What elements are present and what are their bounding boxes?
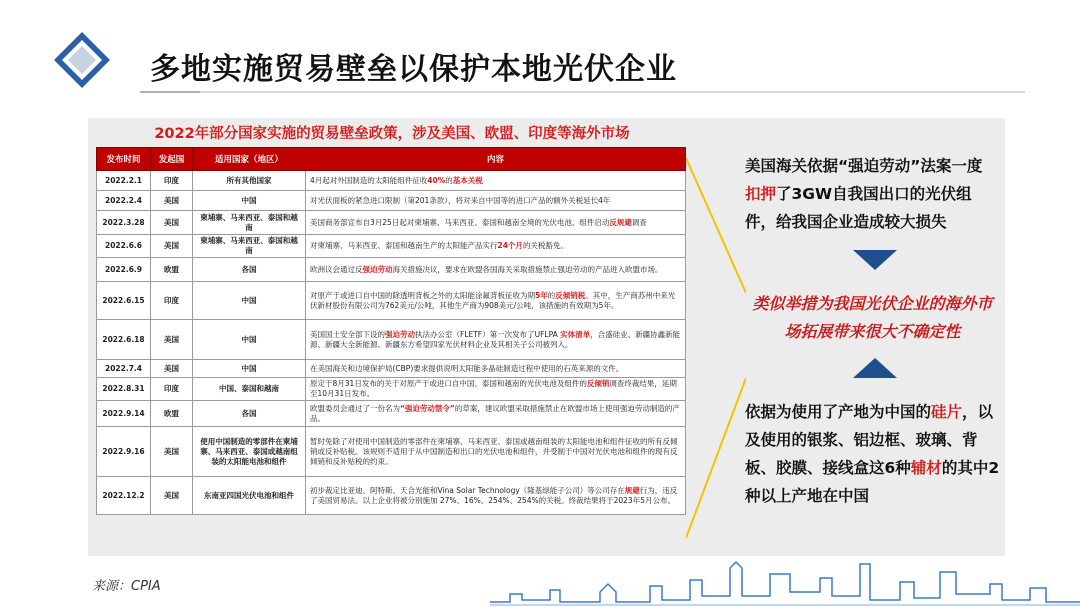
row-date: 2022.2.4 [97, 191, 151, 211]
row-target: 中国 [193, 320, 306, 360]
row-target: 中国 [193, 191, 306, 211]
title-divider [140, 91, 1025, 93]
highlighted-text: 辅材 [910, 459, 942, 477]
text-segment: 依据为使用了产地为中国的 [745, 403, 932, 421]
highlighted-text: 40% [427, 175, 446, 185]
text-segment: 欧盟委员会通过了一份名为 [310, 403, 400, 413]
row-target: 使用中国制造的零部件在柬埔寨、马来西亚、泰国或越南组装的太阳能电池和组件 [193, 427, 306, 477]
table-row [97, 477, 686, 515]
text-segment: 美国商务部宣布自3月25日起对柬埔寨、马来西亚、泰国和越南全境的光伏电池、组件启动 [310, 217, 610, 227]
row-origin: 印度 [151, 171, 193, 191]
uncertainty-conclusion: 类似举措为我国光伏企业的海外市场拓展带来很大不确定性 [752, 294, 993, 341]
text-segment: 美国海关依据“强迫劳动”法案一度 [745, 157, 983, 175]
header-target: 适用国家（地区） [193, 148, 306, 171]
row-content [306, 477, 686, 515]
row-origin: 美国 [151, 427, 193, 477]
header-date: 发布时间 [97, 148, 151, 171]
row-date: 2022.6.15 [97, 282, 151, 320]
text-segment: 对光伏面板的紧急进口限制（第201条款），将对来自中国等的进口产品的额外关税延长4年 [310, 195, 611, 205]
text-segment: ，合盛硅业、新疆协鑫新能源、新疆大全新能源、新疆东方希望四家光伏材料企业及其相关子公司被列入。 [310, 329, 681, 349]
row-content [306, 235, 686, 258]
origin-criteria-note [745, 398, 1003, 510]
table-row [97, 427, 686, 477]
page-title: 多地实施贸易壁垒以保护本地光伏企业 [150, 52, 677, 87]
highlighted-text: 强迫劳动 [362, 264, 393, 274]
text-segment: 调查 [631, 217, 647, 227]
text-segment: 海关措施决议，要求在欧盟各国海关采取措施禁止强迫劳动的产品进入欧盟市场。 [392, 264, 663, 274]
table-row [97, 360, 686, 378]
text-segment: 4月起对外国制造的太阳能组件征收 [310, 175, 428, 185]
text-segment: 对原产于或进口自中国的除透明背板之外的太阳能涂氟背板征收为期 [310, 290, 535, 300]
policy-table [96, 147, 686, 515]
row-date: 2022.9.14 [97, 401, 151, 427]
right-commentary [735, 140, 1005, 556]
row-target: 中国、泰国和越南 [193, 378, 306, 401]
text-segment: ，以及使用的银浆、铝边框、玻璃、背板、胶膜、接线盒这6种 [745, 403, 994, 477]
text-segment: 的 [445, 175, 453, 185]
text-segment: 行为，违反了美国贸易法。以上企业将被分别施加 27%、16%、254%、254%的关税。终裁结果将于2023年5月公布。 [310, 485, 678, 505]
highlighted-text: 规避 [624, 485, 640, 495]
row-target: 柬埔寨、马来西亚、泰国和越南 [193, 211, 306, 235]
highlighted-text: 强迫劳动 [385, 329, 415, 339]
text-segment: 的其中2种以上产地在中国 [745, 459, 1000, 505]
row-content [306, 258, 686, 282]
text-segment: 暂时免除了对使用中国制造的零部件在柬埔寨、马来西亚、泰国或越南组装的太阳能电池和组件征收的所有反倾销或反补贴税。该规则不适用于从中国制造和出口的光伏电池和组件，并受制于中国对光伏电池和组件的现有反倾销和反补贴税的约束。 [310, 436, 678, 466]
text-segment: 欧洲议会通过反 [310, 264, 363, 274]
source-note: 来源：CPIA [92, 579, 161, 594]
table-title: 2022年部分国家实施的贸易壁垒政策，涉及美国、欧盟、印度等海外市场 [154, 126, 630, 142]
logo-diamond-icon [52, 30, 112, 90]
row-content [306, 171, 686, 191]
row-target: 柬埔寨、马来西亚、泰国和越南 [193, 235, 306, 258]
row-origin: 欧盟 [151, 401, 193, 427]
row-origin: 美国 [151, 211, 193, 235]
row-date: 2022.2.1 [97, 171, 151, 191]
text-segment: 初步裁定比亚迪、阿特斯、天合光能和Vina Solar Technology（隆基绿能子公司）等公司存在 [310, 485, 625, 495]
text-segment: 的草案，建议欧盟采取措施禁止在欧盟市场上使用强迫劳动制造的产品。 [310, 403, 680, 423]
row-content [306, 191, 686, 211]
text-segment: 调查终裁结果，延期至10月31日发布。 [310, 379, 677, 398]
row-date: 2022.6.6 [97, 235, 151, 258]
row-content [306, 401, 686, 427]
row-content [306, 360, 686, 378]
customs-seizure-note [745, 152, 995, 236]
row-content [306, 211, 686, 235]
row-date: 2022.6.18 [97, 320, 151, 360]
row-origin: 美国 [151, 235, 193, 258]
arrow-down-icon [853, 250, 897, 270]
text-segment: 了3GW自我国出口的光伏组件，给我国企业造成较大损失 [745, 185, 972, 231]
row-content [306, 378, 686, 401]
row-date: 2022.3.28 [97, 211, 151, 235]
row-target: 各国 [193, 258, 306, 282]
table-row [97, 378, 686, 401]
table-row [97, 211, 686, 235]
table-row [97, 171, 686, 191]
row-content [306, 320, 686, 360]
text-segment: 。其中，生产商苏州中来光伏新材股份有限公司为762美元/公吨，其他生产商为908美元/公吨，该措施的有效期为5年。 [310, 290, 676, 310]
row-content [306, 427, 686, 477]
header-origin: 发起国 [151, 148, 193, 171]
row-origin: 印度 [151, 378, 193, 401]
text-segment: 的 [547, 290, 556, 300]
table-row [97, 282, 686, 320]
row-date: 2022.7.4 [97, 360, 151, 378]
table-row [97, 191, 686, 211]
text-segment: 执法办公室（FLETF）第一次发布了UFLPA [415, 329, 561, 339]
text-segment: 原定于8月31日发布的关于对原产于或进口自中国、泰国和越南的光伏电池及组件的 [310, 379, 587, 388]
row-content [306, 282, 686, 320]
header-content: 内容 [306, 148, 686, 171]
table-row [97, 320, 686, 360]
row-date: 2022.8.31 [97, 378, 151, 401]
skyline-decoration-icon [490, 556, 1080, 607]
row-origin: 美国 [151, 360, 193, 378]
row-target: 各国 [193, 401, 306, 427]
highlighted-text: 扣押 [745, 185, 777, 203]
highlighted-text: 基本关税 [452, 175, 483, 185]
highlighted-text: 5年 [535, 290, 548, 300]
highlighted-text: 实体清单 [560, 329, 591, 339]
row-date: 2022.9.16 [97, 427, 151, 477]
highlighted-text: 反倾销 [586, 379, 610, 388]
row-date: 2022.12.2 [97, 477, 151, 515]
row-origin: 美国 [151, 320, 193, 360]
highlighted-text: 硅片 [931, 403, 963, 421]
text-segment: 在美国海关和边境保护局(CBP)要求提供说明太阳能多晶硅制造过程中使用的石英来源的文件。 [310, 363, 624, 373]
row-target: 东南亚四国光伏电池和组件 [193, 477, 306, 515]
table-header-row [97, 148, 686, 171]
row-origin: 美国 [151, 191, 193, 211]
row-origin: 欧盟 [151, 258, 193, 282]
arrow-up-icon [853, 358, 897, 378]
row-origin: 美国 [151, 477, 193, 515]
table-row [97, 401, 686, 427]
highlighted-text: 24个月 [497, 241, 523, 250]
highlighted-text: 反倾销税 [555, 290, 586, 300]
row-target: 中国 [193, 282, 306, 320]
text-segment: 美国国土安全部下设的 [310, 329, 385, 339]
table-row [97, 235, 686, 258]
text-segment: 对柬埔寨、马来西亚、泰国和越南生产的太阳能产品实行 [310, 241, 498, 250]
row-target: 所有其他国家 [193, 171, 306, 191]
text-segment: 的关税豁免。 [522, 241, 568, 250]
row-origin: 印度 [151, 282, 193, 320]
table-row [97, 258, 686, 282]
highlighted-text: “强迫劳动禁令” [400, 403, 455, 413]
highlighted-text: 反规避 [609, 217, 632, 227]
row-target: 中国 [193, 360, 306, 378]
row-date: 2022.6.9 [97, 258, 151, 282]
